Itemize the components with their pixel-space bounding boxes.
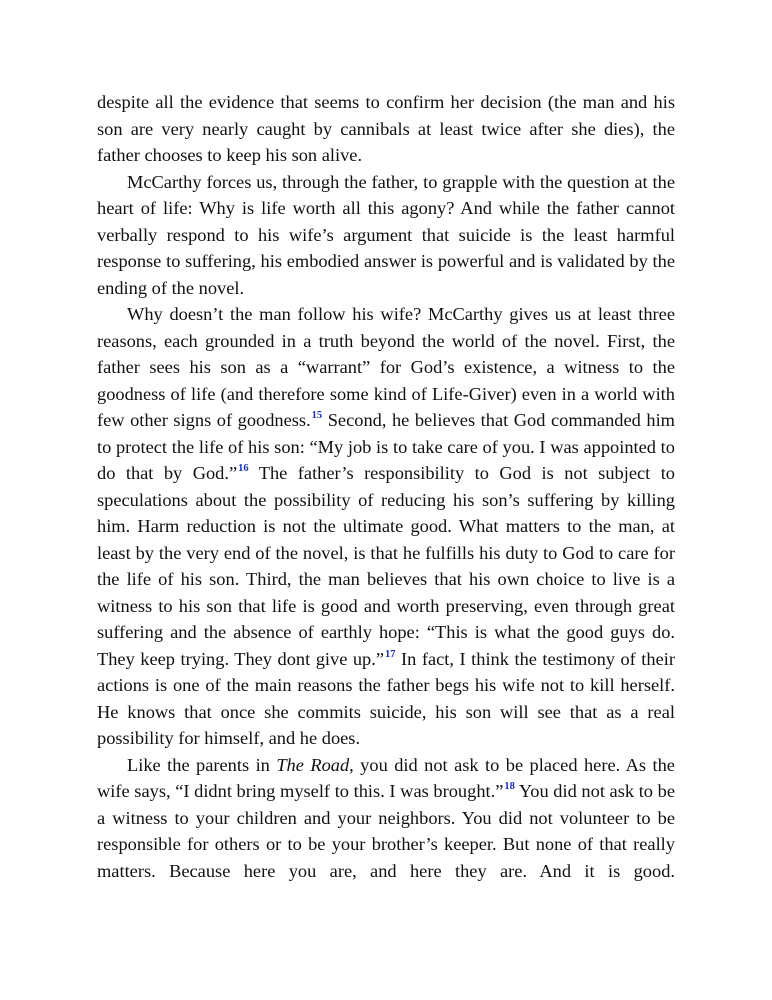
footnote-marker-18[interactable]: 18 bbox=[504, 781, 515, 792]
footnote-marker-16[interactable]: 16 bbox=[238, 463, 249, 474]
text-run: Like the parents in bbox=[127, 754, 277, 775]
footnote-marker-15[interactable]: 15 bbox=[311, 410, 323, 421]
footnote-marker-17[interactable]: 17 bbox=[385, 648, 396, 660]
text-run: despite all the evidence that seems to confirm her decision (the man and his son are very nearly caught by cannibals at least twice after she dies), the father chooses to keep his son alive. bbox=[97, 92, 675, 165]
paragraph-4 bbox=[97, 752, 675, 885]
paragraph-3 bbox=[97, 301, 675, 752]
text-run: McCarthy forces us, through the father, to grapple with the question at the heart of life: Why is life worth all this agony? And while the father cannot verbally respond to his wife’s argument that suicide is the least harmful response to suffering, his embodied answer is powerful and is validated by the ending of the novel. bbox=[97, 171, 675, 298]
text-run: , you did not ask to be placed here. As the wife says, “I didnt bring myself to this. I was brought.” bbox=[97, 754, 675, 801]
text-run: Second, he believes that God commanded him to protect the life of his son: “My job is to take care of you. I was appointed to do that by God.” bbox=[97, 410, 675, 483]
text-run: Why doesn’t the man follow his wife? McCarthy gives us at least three reasons, each grounded in a truth beyond the world of the novel. First, the father sees his son as a “warrant” for God’s existence, a witness to the goodness of life (and therefore some kind of Life-Giver) even in a world with few other signs of goodness. bbox=[97, 304, 675, 430]
book-title: The Road bbox=[276, 754, 350, 775]
paragraph-2 bbox=[97, 169, 675, 302]
paragraph-1 bbox=[97, 89, 675, 169]
text-run: The father’s responsibility to God is not subject to speculations about the possibility of reducing his son’s suffering by killing him. Harm reduction is not the ultimate good. What matters to the man, at least by the very end of the novel, is that he fulfills his duty to God to care for the life of his son. Third, the man believes that his own choice to live is a witness to his son that life is good and worth preserving, even through great suffering and the absence of earthly hope: “This is what the good guys do. They keep trying. They dont give up.” bbox=[97, 463, 675, 669]
text-run: You did not ask to be a witness to your children and your neighbors. You did not volunteer to be responsible for others or to be your brother’s keeper. But none of that really matters. Because here you are, and here they are. And it is good. bbox=[97, 781, 675, 881]
text-run: In fact, I think the testimony of their actions is one of the main reasons the father begs his wife not to kill herself. He knows that once she commits suicide, his son will see that as a real possibility for himself, and he does. bbox=[97, 648, 675, 748]
